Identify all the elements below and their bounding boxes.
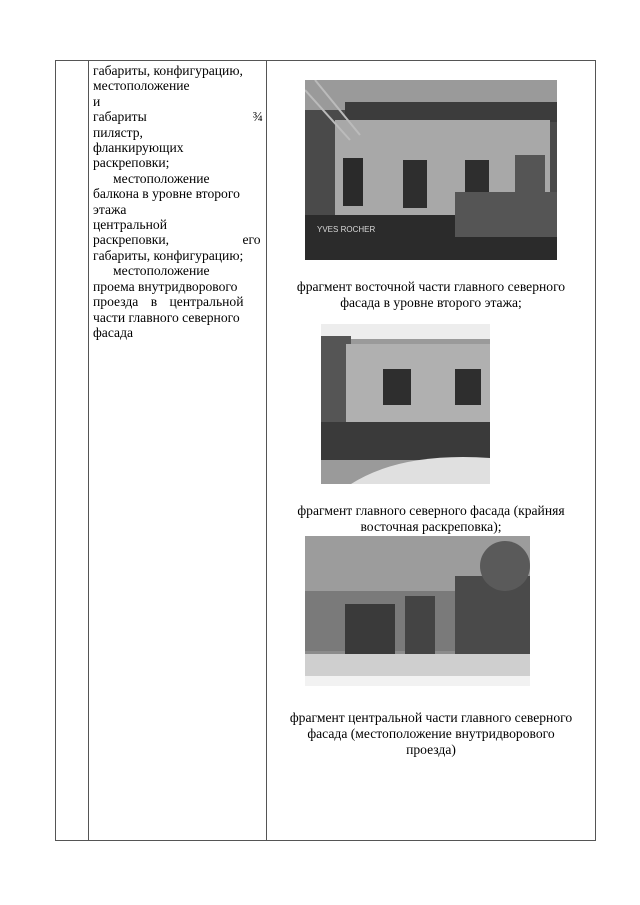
- caption-line: фрагмент центральной части главного северного: [289, 710, 573, 725]
- facade-photo-east-avant-corps: [321, 324, 490, 484]
- text-line: раскреповки;: [93, 155, 170, 171]
- text-line: проема внутридворового: [93, 278, 238, 294]
- caption-line: фрагмент восточной части главного северного: [296, 279, 566, 294]
- figure-caption: [272, 710, 590, 758]
- caption-line: фрагмент главного северного фасада (крайняя: [297, 503, 565, 518]
- caption-line: восточная раскреповка);: [360, 519, 502, 534]
- text-line: этажа центральной: [93, 201, 167, 233]
- text-line: местоположение: [113, 263, 210, 279]
- text-line: балкона в уровне второго: [93, 186, 240, 202]
- text-line: местоположение и: [93, 78, 190, 109]
- figure-caption: [272, 503, 590, 535]
- facade-photo-east: [305, 80, 557, 260]
- text-line: габариты, конфигурацию;: [93, 247, 244, 263]
- text-line: раскреповки, его: [93, 232, 261, 248]
- text-line: габариты, конфигурацию,: [93, 63, 243, 78]
- shop-sign-text: YVES ROCHER: [317, 225, 376, 234]
- caption-line: фасада в уровне второго этажа;: [340, 295, 522, 310]
- caption-line: проезда): [406, 742, 456, 757]
- caption-line: фасада (местоположение внутридворового: [307, 726, 555, 741]
- column-divider: [88, 61, 89, 840]
- requirements-text: [93, 63, 263, 340]
- facade-photo-central-passage: [305, 536, 530, 686]
- column-divider: [266, 61, 267, 840]
- text-line: фланкирующих: [93, 140, 184, 156]
- figure-caption: [272, 279, 590, 311]
- text-line: габариты ¾ пилястр,: [93, 109, 263, 140]
- text-line: проезда в центральной: [93, 294, 244, 310]
- text-line: части главного северного: [93, 309, 240, 325]
- text-line: местоположение: [113, 170, 210, 186]
- text-line: фасада: [93, 324, 134, 340]
